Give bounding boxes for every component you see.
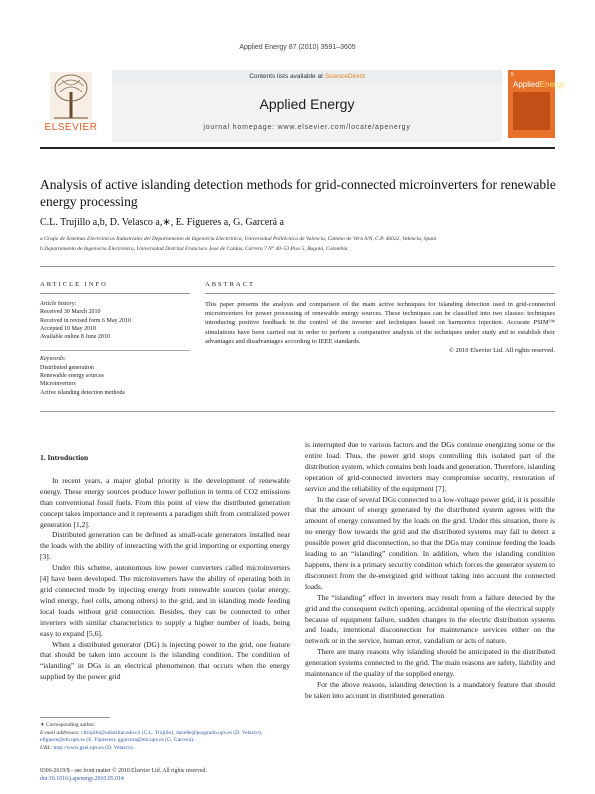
affiliation-divider: [40, 266, 555, 267]
history-item: Received in revised form 6 May 2010: [40, 317, 131, 324]
article-identifiers: [40, 768, 340, 783]
body-divider: [40, 411, 555, 412]
journal-banner: [112, 70, 502, 144]
issn-line: 0306-2619/$ - see front matter © 2010 Elsevier Ltd. All rights reserved.: [40, 768, 207, 774]
body-paragraph: is interrupted due to various factors and the DGs continue energizing some or the entire load. Thus, the power grid stops controlling this isolated part of the distribution system, which contains both loads and generation. Therefore, islanding operation of grid-connected inverters may compromise security, restoration of service and the reliability of the equipment [7].: [305, 440, 555, 493]
affiliation-b: b Departamento de Ingeniería Electrónica, Universidad Distrital Francisco José de Caldas, Carrera 7 N° 40–53 Piso 5, Bogotá, Colombia: [40, 246, 348, 252]
sciencedirect-link[interactable]: ScienceDirect: [324, 73, 365, 80]
article-info: [40, 300, 190, 397]
contents-label: Contents lists available at: [249, 73, 325, 80]
body-right-column: [305, 440, 555, 702]
cover-title-a: Applied: [513, 80, 540, 89]
section-heading: 1. Introduction: [40, 453, 89, 462]
body-paragraph: When a distributed generator (DG) is injecting power to the grid, one feature that should be taken into account is the islanding condition. The condition of “islanding” in DGs is an electrical phenomenon that occurs when the energy supplied by the power grid: [40, 639, 290, 682]
keywords-label: Keywords:: [40, 356, 66, 363]
body-paragraph: There are many reasons why islanding should be anticipated in the distributed generation systems connected to the grid. The main reasons are safety, liability and maintenance of the quality of the supplied energy.: [305, 647, 555, 679]
body-paragraph: For the above reasons, islanding detection is a mandatory feature that should be taken into account in distributed generation: [305, 679, 555, 700]
url-line: [40, 745, 290, 753]
abstract-text: This paper presents the analysis and comparison of the main active techniques for islanding detection used in grid-connected microinverters for power processing of renewable energy sources. These techniques can be classified into two classes: techniques introducing positive feedback in the control of the inverter and techniques based on harmonics injection. Accurate PSIM™ simulations have been carried out in order to perform a comparative analysis of the techniques under study and to establish their advantages and disadvantages according to IEEE standards.: [205, 301, 555, 345]
cover-issue-number: 5: [511, 72, 514, 78]
keywords-divider: [40, 350, 190, 351]
footnote-divider: [40, 717, 110, 718]
body-paragraph: In the case of several DGs connected to a low-voltage power grid, it is possible that the amount of energy generated by the distributed system agrees with the amount of energy consumed by the loads on the grid. Under this situation, there is no energy flow towards the grid and the distributed systems may fail to detect a possible power grid disconnection, so that the DGs may continue feeding the loads leading to an “islanding” condition. In addition, when the islanding condition happens, there is a primary security condition which forces the generator system to disconnect from the de-energized grid without taking into account the connected loads.: [305, 494, 555, 591]
abstract-divider: [205, 293, 555, 294]
abstract-heading: ABSTRACT: [205, 281, 255, 288]
journal-title-box: [112, 84, 502, 142]
keyword: Distributed generation: [40, 364, 94, 371]
cover-title-b: Energy: [539, 80, 566, 89]
history-item: Accepted 10 May 2010: [40, 325, 97, 332]
contents-bar: [112, 70, 502, 84]
article-title: Analysis of active islanding detection methods for grid-connected microinverters for renewable energy processing: [40, 177, 556, 209]
history-label: Article history:: [40, 301, 77, 307]
publisher-name: ELSEVIER: [44, 122, 98, 133]
cover-title: [513, 80, 565, 89]
cover-image: [513, 92, 550, 130]
history-item: Received 30 March 2010: [40, 309, 101, 316]
body-paragraph: The “islanding” effect in inverters may result from a failure detected by the grid and the consequent switch opening, accidental opening of the electrical supply because of equipment failure, sudden changes in the electric distribution systems and loads, intentional disconnection for maintenance services either on the network or in the service, human error, vandalism or acts of nature.: [305, 592, 555, 646]
email-addresses: [40, 730, 290, 745]
header-divider: [40, 147, 555, 149]
email-links[interactable]: cltrujillo@udistrital.edu.co (C.L. Trujillo), davede@posgrado.upv.es (D. Velasco), efiguere@eln.upv.es (E. Figueres), ggarcera@eln.upv.es (G. Garcerá).: [40, 729, 263, 744]
affiliation-a: a Grupo de Sistemas Electrónicos Industriales del Departamento de Ingeniería Electrónica, Universidad Politécnica de Valencia, Camino de Vera S/N, C.P. 46022, Valencia, Spain: [40, 236, 437, 242]
abstract-copyright: © 2010 Elsevier Ltd. All rights reserved.: [448, 347, 555, 355]
elsevier-tree-icon: [50, 72, 92, 120]
elsevier-logo: [40, 70, 102, 138]
corresponding-author: ∗ Corresponding author.: [40, 722, 96, 728]
journal-homepage[interactable]: journal homepage: www.elsevier.com/locate/apenergy: [203, 124, 411, 131]
body-paragraph: Under this scheme, autonomous low power converters called microinverters [4] have been developed. The microinverters have the ability of operating both in grid connected mode by injecting energy from renewable sources (solar energy, wind energy, fuel cells, among others) to the grid, and in islanding mode feeding local loads without grid connection. Besides, they can be connected to other inverters with similar characteristics to supply a higher number of loads, being easy to expand [5,6].: [40, 563, 290, 638]
keyword: Microinverters: [40, 381, 76, 388]
body-paragraph: Distributed generation can be defined as small-scale generators installed near the loads with the ability of interacting with the grid importing or exporting energy [3].: [40, 530, 290, 562]
keyword: Active islanding detection methods: [40, 389, 125, 396]
abstract: [205, 300, 555, 355]
history-item: Available online 8 June 2010: [40, 334, 110, 341]
info-divider: [40, 293, 190, 294]
journal-cover: [508, 70, 566, 138]
journal-title: Applied Energy: [259, 96, 355, 112]
body-left-column: [40, 453, 290, 683]
journal-header: [40, 70, 566, 144]
author-list: C.L. Trujillo a,b, D. Velasco a,∗, E. Figueres a, G. Garcerá a: [40, 217, 284, 228]
email-label: E-mail addresses:: [40, 729, 80, 736]
doi-link[interactable]: doi:10.1016/j.apenergy.2010.05.014: [40, 775, 124, 782]
article-info-heading: ARTICLE INFO: [40, 281, 108, 288]
body-paragraph: In recent years, a major global priority is the development of renewable energy. These energy sources produce lower pollution in terms of CO2 emissions than conventional fossil fuels. From this point of view the distributed generation concept takes importance and it represents a paradigm shift from centralized power generation [1,2].: [40, 475, 290, 529]
footnote: [40, 722, 290, 752]
journal-reference: Applied Energy 87 (2010) 3591–3605: [239, 44, 356, 51]
url-link[interactable]: http://www.gsei.upv.es (D. Velasco).: [53, 744, 134, 751]
url-label: URL:: [40, 744, 53, 751]
keyword: Renewable energy sources: [40, 373, 104, 380]
